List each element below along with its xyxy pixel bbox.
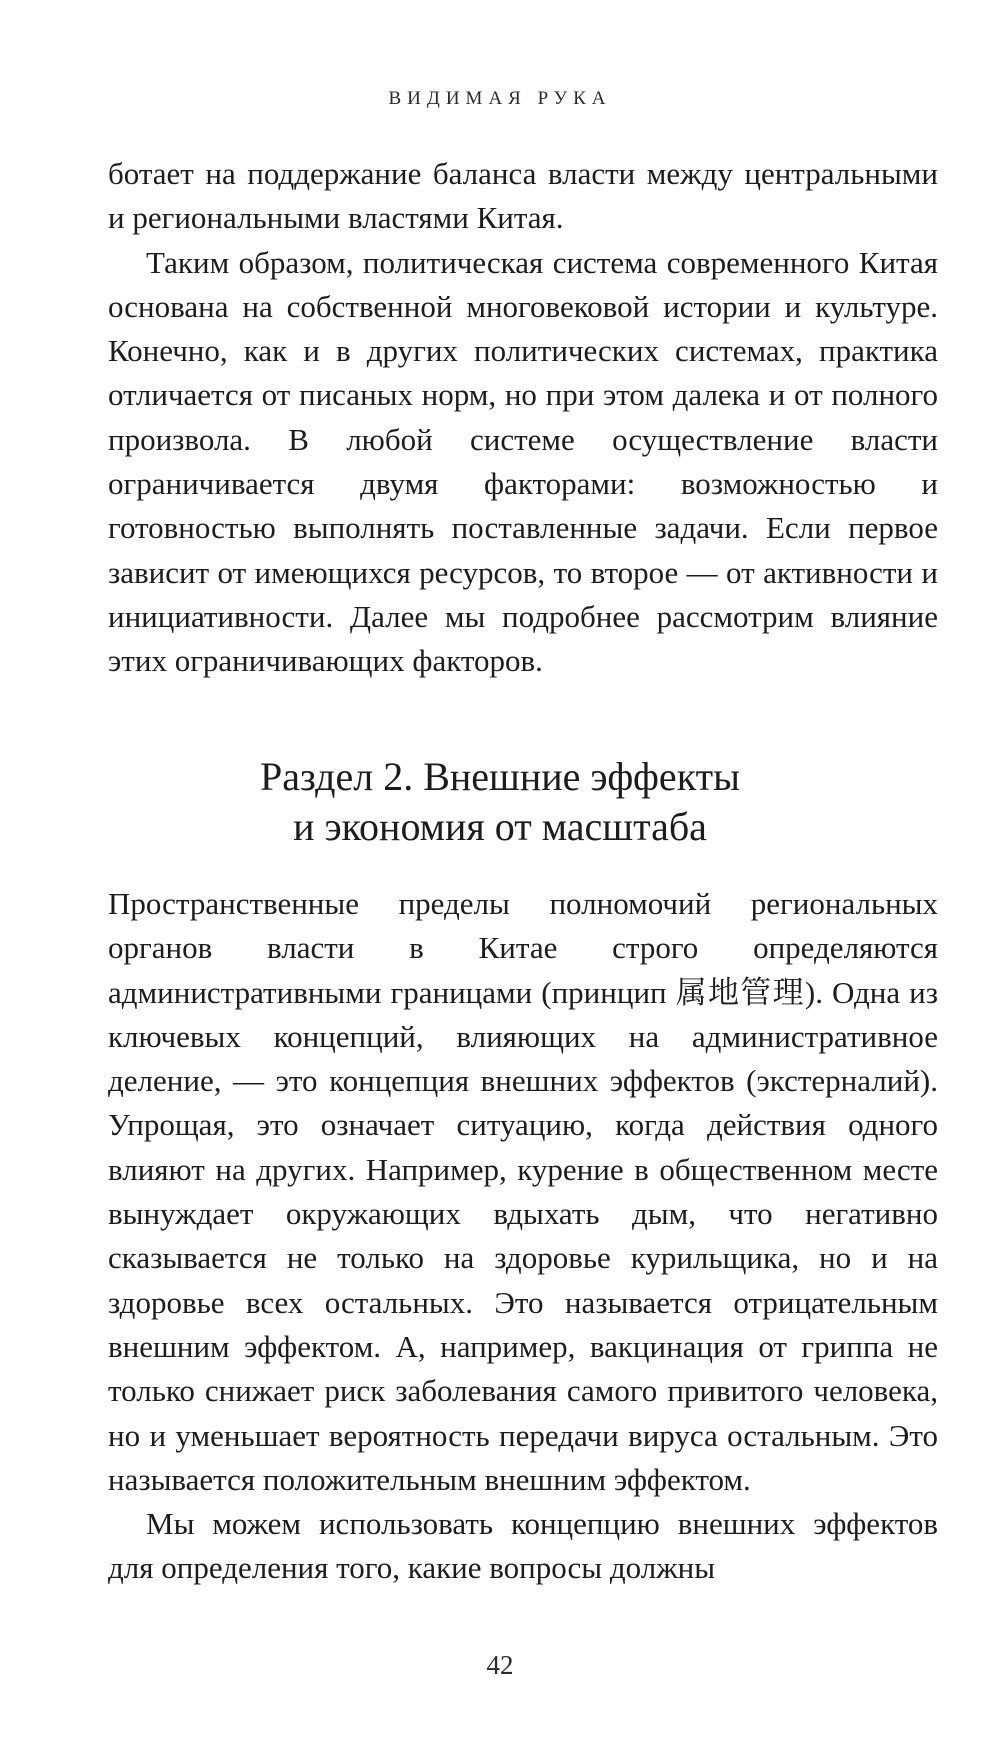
section-heading — [0, 752, 1000, 852]
page-number: 42 — [486, 1650, 514, 1680]
running-head: ВИДИМАЯ РУКА — [388, 88, 612, 109]
paragraph-continuation: ботает на поддержание баланса власти между центральными и региональными властями Китая. — [108, 156, 938, 236]
section-heading-line: и экономия от масштаба — [293, 804, 707, 849]
paragraph: Таким образом, политическая система современного Китая основана на собственной многовековой истории и культуре. Конечно, как и в других политических системах, практика отличается от писаных норм, но при этом далека и от полного произвола. В любой системе осуществление власти ограничивается двумя факторами: возможностью и готовностью выполнять поставленные задачи. Если первое зависит от имеющихся ресурсов, то второе — от активности и инициативности. Далее мы подробнее рассмотрим влияние этих ограничивающих факторов. — [108, 244, 938, 679]
body-text-top — [108, 152, 938, 684]
section-heading-line: Раздел 2. Внешние эффекты — [260, 754, 740, 799]
paragraph: Пространственные пределы полномочий региональных органов власти в Китае строго определяются административными границами (принцип 属地管理). Одна из ключевых концепций, влияющих на административное деление, — это концепция внешних эффектов (экстерналий). Упрощая, это означает ситуацию, когда действия одного влияют на других. Например, курение в общественном месте вынуждает окружающих вдыхать дым, что негативно сказывается не только на здоровье курильщика, но и на здоровье всех остальных. Это называется отрицательным внешним эффектом. А, например, вакцинация от гриппа не только снижает риск заболевания самого привитого человека, но и уменьшает вероятность передачи вируса остальным. Это называется положительным внешним эффектом. — [108, 886, 938, 1497]
body-text-bottom — [108, 882, 938, 1591]
paragraph: Мы можем использовать концепцию внешних эффектов для определения того, какие вопросы должны — [108, 1506, 938, 1586]
